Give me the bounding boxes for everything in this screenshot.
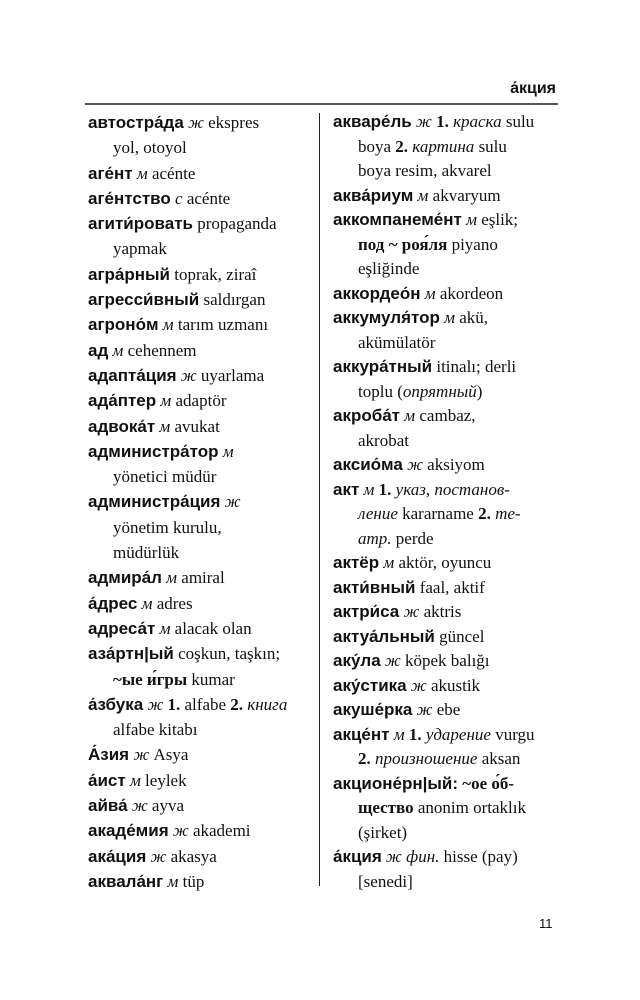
entry-line xyxy=(333,772,535,797)
translation-text: aktris xyxy=(419,602,462,621)
entry-line xyxy=(88,110,287,135)
entry-line xyxy=(88,540,287,565)
grammar-label: ж xyxy=(407,455,423,474)
entry-line xyxy=(88,186,287,211)
translation-text: anonim ortaklık xyxy=(413,798,526,817)
dictionary-entry xyxy=(88,591,287,616)
entry-line xyxy=(88,667,287,692)
entry-line xyxy=(333,845,535,870)
headword: актуа́льный xyxy=(333,626,435,646)
headword: аге́нтство xyxy=(88,188,171,208)
dictionary-entry xyxy=(88,388,287,413)
grammar-label: ж xyxy=(416,700,433,719)
dictionary-entry xyxy=(333,110,535,184)
bold-phrase: 1. xyxy=(436,112,449,131)
grammar-label: ж xyxy=(131,796,148,816)
grammar-label: ж xyxy=(384,651,401,670)
translation-text: kararname xyxy=(397,504,479,523)
dictionary-entry xyxy=(88,414,287,439)
headword: актри́са xyxy=(333,602,400,621)
headword: айва́ xyxy=(88,796,128,816)
grammar-label: м xyxy=(160,391,172,411)
headword: адреса́т xyxy=(88,618,156,638)
headword: автостра́да xyxy=(88,113,184,132)
italic-note: те- xyxy=(495,504,521,523)
translation-text: tarım uzmanı xyxy=(173,315,269,335)
grammar-label: м xyxy=(417,185,429,205)
translation-text: aktör, oyuncu xyxy=(394,553,492,572)
entry-line xyxy=(88,388,287,413)
dictionary-entry xyxy=(88,641,287,692)
translation-text: akordeon xyxy=(435,283,504,303)
translation-text: yönetici müdür xyxy=(113,467,217,487)
dictionary-entry xyxy=(333,306,535,355)
translation-text: yapmak xyxy=(113,239,167,259)
entry-line xyxy=(333,404,535,429)
header-rule xyxy=(85,103,558,105)
bold-phrase: щество xyxy=(358,798,414,817)
translation-text: aksiyom xyxy=(422,455,485,474)
translation-text: itinalı; derli xyxy=(432,357,517,376)
headword: акционе́рн|ый: xyxy=(333,773,459,793)
translation-text: acénte xyxy=(147,163,196,183)
dictionary-entry xyxy=(333,208,535,282)
headword: аккомпанеме́нт xyxy=(333,210,462,229)
dictionary-entry xyxy=(88,616,287,641)
italic-note: фин. xyxy=(406,847,440,866)
entry-line xyxy=(88,414,287,439)
bold-phrase: ~ое о́б- xyxy=(462,773,515,793)
entry-line xyxy=(333,674,535,699)
dictionary-entry xyxy=(88,186,287,211)
translation-text: adres xyxy=(152,593,193,613)
bold-phrase: 2. xyxy=(358,749,371,768)
translation-text: alfabe xyxy=(180,694,231,714)
grammar-label: м xyxy=(444,308,455,327)
grammar-label: м xyxy=(159,416,171,436)
entry-line xyxy=(333,502,535,527)
headword: аку́ла xyxy=(333,651,381,670)
italic-note: атр. xyxy=(358,528,392,548)
entry-line xyxy=(333,233,535,258)
dictionary-entry xyxy=(333,551,535,576)
bold-phrase: 2. xyxy=(230,694,244,714)
headword: акваре́ль xyxy=(333,112,412,131)
entry-line xyxy=(88,616,287,641)
dictionary-entry xyxy=(333,698,535,723)
entry-line xyxy=(88,236,287,261)
dictionary-entry xyxy=(333,649,535,674)
entry-line xyxy=(333,257,535,282)
translation-text: adaptör xyxy=(171,391,227,411)
bold-phrase: 2. xyxy=(478,504,491,523)
grammar-label: м xyxy=(141,593,153,613)
entry-line xyxy=(333,453,535,478)
grammar-label: м xyxy=(222,441,234,461)
translation-text: amiral xyxy=(177,568,225,588)
translation-text: eşliğinde xyxy=(358,259,420,278)
translation-text: faal, aktif xyxy=(415,577,485,597)
dictionary-entry xyxy=(333,478,535,552)
grammar-label: м xyxy=(159,618,171,638)
grammar-label: м xyxy=(363,479,375,499)
entry-line xyxy=(88,211,287,236)
headword: аккумуля́тор xyxy=(333,308,440,327)
translation-text: leylek xyxy=(140,770,187,790)
headword: агити́ровать xyxy=(88,214,193,234)
headword: аккура́тный xyxy=(333,357,433,376)
entry-line xyxy=(88,287,287,312)
entry-line xyxy=(88,439,287,464)
dictionary-entry xyxy=(88,363,287,388)
translation-text: tüp xyxy=(178,871,205,891)
dictionary-entry xyxy=(88,742,287,767)
translation-text: ayva xyxy=(147,796,185,816)
translation-text: sulu xyxy=(501,112,535,131)
translation-text: akademi xyxy=(188,821,251,841)
entry-line xyxy=(333,208,535,233)
translation-text: güncel xyxy=(434,626,485,646)
grammar-label: ж xyxy=(133,745,150,765)
grammar-label: с xyxy=(175,188,183,208)
headword: адмира́л xyxy=(88,568,162,588)
entry-line xyxy=(88,489,287,514)
translation-text: müdürlük xyxy=(113,543,180,563)
translation-text: akasya xyxy=(166,846,217,866)
entry-line xyxy=(88,692,287,717)
entry-line xyxy=(333,600,535,625)
dictionary-entry xyxy=(88,338,287,363)
headword: акуше́рка xyxy=(333,700,413,719)
dictionary-entry xyxy=(88,793,287,818)
headword: администра́тор xyxy=(88,441,219,461)
dictionary-entry xyxy=(333,600,535,625)
dictionary-entry xyxy=(88,312,287,337)
bold-phrase: 2. xyxy=(395,136,409,156)
headword: аге́нт xyxy=(88,163,133,183)
entry-line xyxy=(88,768,287,793)
translation-text: akrobat xyxy=(358,430,409,450)
dictionary-entry xyxy=(88,287,287,312)
page-number: 11 xyxy=(539,916,553,931)
entry-line xyxy=(88,844,287,869)
headword: ада́птер xyxy=(88,391,157,411)
translation-text: eşlik; xyxy=(476,210,519,229)
entry-line xyxy=(333,551,535,576)
headword: адвока́т xyxy=(88,416,156,436)
right-column xyxy=(333,110,535,894)
entry-line xyxy=(88,464,287,489)
headword: администра́ция xyxy=(88,492,221,512)
entry-line xyxy=(333,747,535,772)
dictionary-entry xyxy=(333,404,535,453)
bold-phrase: под ~ роя́ля xyxy=(358,234,448,254)
grammar-label: ж xyxy=(147,694,164,714)
entry-line xyxy=(333,698,535,723)
entry-line xyxy=(88,818,287,843)
grammar-label: ж xyxy=(410,675,427,695)
entry-line xyxy=(88,565,287,590)
bold-phrase: 1. xyxy=(378,479,392,499)
headword: аккордео́н xyxy=(333,283,421,303)
dictionary-entry xyxy=(88,844,287,869)
italic-note: произношение xyxy=(375,749,478,768)
translation-text: toplu ( xyxy=(358,381,403,401)
translation-text: cehennem xyxy=(123,340,197,360)
italic-note: указ, постанов- xyxy=(395,479,510,499)
dictionary-entry xyxy=(88,262,287,287)
entry-line xyxy=(333,110,535,135)
translation-text: kumar xyxy=(187,669,235,689)
dictionary-entry xyxy=(333,674,535,699)
entry-line xyxy=(333,380,535,405)
dictionary-entry xyxy=(333,723,535,772)
translation-text: akustik xyxy=(426,675,481,695)
entry-line xyxy=(88,515,287,540)
headword: акце́нт xyxy=(333,724,390,744)
italic-note: книга xyxy=(247,694,288,714)
grammar-label: ж xyxy=(224,492,241,512)
headword: акаде́мия xyxy=(88,821,169,841)
running-head: а́кция xyxy=(510,80,556,97)
entry-line xyxy=(333,478,535,503)
dictionary-entry xyxy=(333,576,535,601)
translation-text: Asya xyxy=(149,745,189,765)
translation-text: boya xyxy=(358,136,396,156)
dictionary-entry xyxy=(88,692,287,743)
entry-line xyxy=(88,135,287,160)
headword: а́кция xyxy=(333,847,382,866)
left-column xyxy=(88,110,287,894)
entry-line xyxy=(333,331,535,356)
headword: аксио́ма xyxy=(333,455,403,474)
translation-text: coşkun, taşkın; xyxy=(173,644,281,664)
entry-line xyxy=(88,717,287,742)
translation-text: [senedi] xyxy=(358,871,413,891)
entry-line xyxy=(333,723,535,748)
headword: аза́ртн|ый xyxy=(88,644,174,664)
dictionary-entry xyxy=(88,768,287,793)
grammar-label: м xyxy=(136,163,148,183)
dictionary-entry xyxy=(88,818,287,843)
translation-text: vurgu xyxy=(490,724,535,744)
translation-text: propaganda xyxy=(193,214,277,234)
translation-text: köpek balığı xyxy=(400,651,490,670)
grammar-label: м xyxy=(162,315,174,335)
grammar-label: м xyxy=(466,210,477,229)
dictionary-entry xyxy=(333,772,535,846)
grammar-label: ж xyxy=(172,821,189,841)
grammar-label: ж xyxy=(415,112,432,131)
translation-text: aksan xyxy=(477,749,521,768)
headword: акти́вный xyxy=(333,577,416,597)
entry-line xyxy=(333,306,535,331)
translation-text: ebe xyxy=(432,700,461,719)
bold-phrase: 1. xyxy=(408,724,422,744)
grammar-label: ж xyxy=(180,365,197,385)
entry-line xyxy=(333,796,535,821)
dictionary-entry xyxy=(333,355,535,404)
bold-phrase: 1. xyxy=(167,694,181,714)
dictionary-entry xyxy=(88,161,287,186)
translation-text: akü, xyxy=(454,308,489,327)
grammar-label: ж xyxy=(150,846,167,866)
dictionary-entry xyxy=(333,453,535,478)
entry-line xyxy=(333,870,535,895)
dictionary-entry xyxy=(333,845,535,894)
italic-note: ударение xyxy=(425,724,491,744)
headword: аква́риум xyxy=(333,185,414,205)
headword: аквала́нг xyxy=(88,871,164,891)
entry-line xyxy=(88,262,287,287)
entry-line xyxy=(88,869,287,894)
dictionary-entry xyxy=(88,869,287,894)
headword: адапта́ция xyxy=(88,365,177,385)
translation-text: akvaryum xyxy=(428,185,501,205)
entry-line xyxy=(333,135,535,160)
translation-text: uyarlama xyxy=(196,365,265,385)
headword: ад xyxy=(88,340,109,360)
grammar-label: м xyxy=(404,406,416,425)
column-divider xyxy=(319,113,320,886)
entry-line xyxy=(88,591,287,616)
grammar-label: м xyxy=(393,724,405,744)
entry-line xyxy=(88,742,287,767)
translation-text: sulu xyxy=(474,136,507,156)
headword: акт xyxy=(333,479,360,499)
grammar-label: ж xyxy=(188,113,204,132)
headword: а́збука xyxy=(88,694,144,714)
translation-text: toprak, ziraî xyxy=(170,264,257,284)
grammar-label: м xyxy=(166,568,178,588)
headword: агра́рный xyxy=(88,264,170,284)
headword: актёр xyxy=(333,553,380,572)
grammar-label: м xyxy=(383,553,395,572)
translation-text: alacak olan xyxy=(170,618,252,638)
grammar-label: м xyxy=(112,340,124,360)
italic-note: опрятный xyxy=(402,381,477,401)
entry-line xyxy=(333,355,535,380)
headword: А́зия xyxy=(88,745,130,765)
grammar-label: м xyxy=(424,283,436,303)
dictionary-entry xyxy=(88,211,287,262)
entry-line xyxy=(333,184,535,209)
entry-line xyxy=(88,338,287,363)
grammar-label: ж xyxy=(403,602,420,621)
dictionary-entry xyxy=(88,565,287,590)
headword: а́ист xyxy=(88,770,126,790)
translation-text: piyano xyxy=(447,234,498,254)
headword: аку́стика xyxy=(333,675,407,695)
entry-line xyxy=(333,649,535,674)
dictionary-entry xyxy=(88,110,287,161)
entry-line xyxy=(333,282,535,307)
entry-line xyxy=(333,527,535,552)
italic-note: картина xyxy=(412,136,475,156)
grammar-label: ж xyxy=(386,847,402,866)
entry-line xyxy=(88,793,287,818)
grammar-label: м xyxy=(129,770,141,790)
entry-line xyxy=(88,312,287,337)
bold-phrase: ~ые и́гры xyxy=(113,669,188,689)
translation-text: hisse (pay) xyxy=(439,847,518,866)
translation-text: cambaz, xyxy=(415,406,476,425)
entry-line xyxy=(88,363,287,388)
dictionary-entry xyxy=(88,489,287,565)
dictionary-entry xyxy=(88,439,287,490)
translation-text: alfabe kitabı xyxy=(113,720,198,740)
translation-text: ) xyxy=(476,381,483,401)
dictionary-entry xyxy=(333,282,535,307)
translation-text: yönetim kurulu, xyxy=(113,517,222,537)
entry-line xyxy=(333,576,535,601)
headword: агресси́вный xyxy=(88,290,200,310)
entry-line xyxy=(88,161,287,186)
entry-line xyxy=(333,429,535,454)
headword: а́дрес xyxy=(88,593,138,613)
entry-line xyxy=(333,821,535,846)
translation-text: avukat xyxy=(170,416,220,436)
entry-line xyxy=(88,641,287,666)
translation-text: saldırgan xyxy=(199,290,266,310)
entry-line xyxy=(333,159,535,184)
translation-text: yol, otoyol xyxy=(113,138,187,158)
translation-text: (şirket) xyxy=(358,822,408,842)
italic-note: ление xyxy=(358,504,398,523)
dictionary-entry xyxy=(333,625,535,650)
italic-note: краска xyxy=(453,112,502,131)
translation-text: ekspres xyxy=(203,113,260,132)
dictionary-entry xyxy=(333,184,535,209)
translation-text: perde xyxy=(391,528,434,548)
translation-text: akümülatör xyxy=(358,332,436,352)
translation-text: acénte xyxy=(182,188,231,208)
grammar-label: м xyxy=(167,871,179,891)
headword: агроно́м xyxy=(88,315,159,335)
translation-text: boya resim, akvarel xyxy=(358,161,492,180)
entry-line xyxy=(333,625,535,650)
headword: акроба́т xyxy=(333,406,401,425)
headword: ака́ция xyxy=(88,846,147,866)
